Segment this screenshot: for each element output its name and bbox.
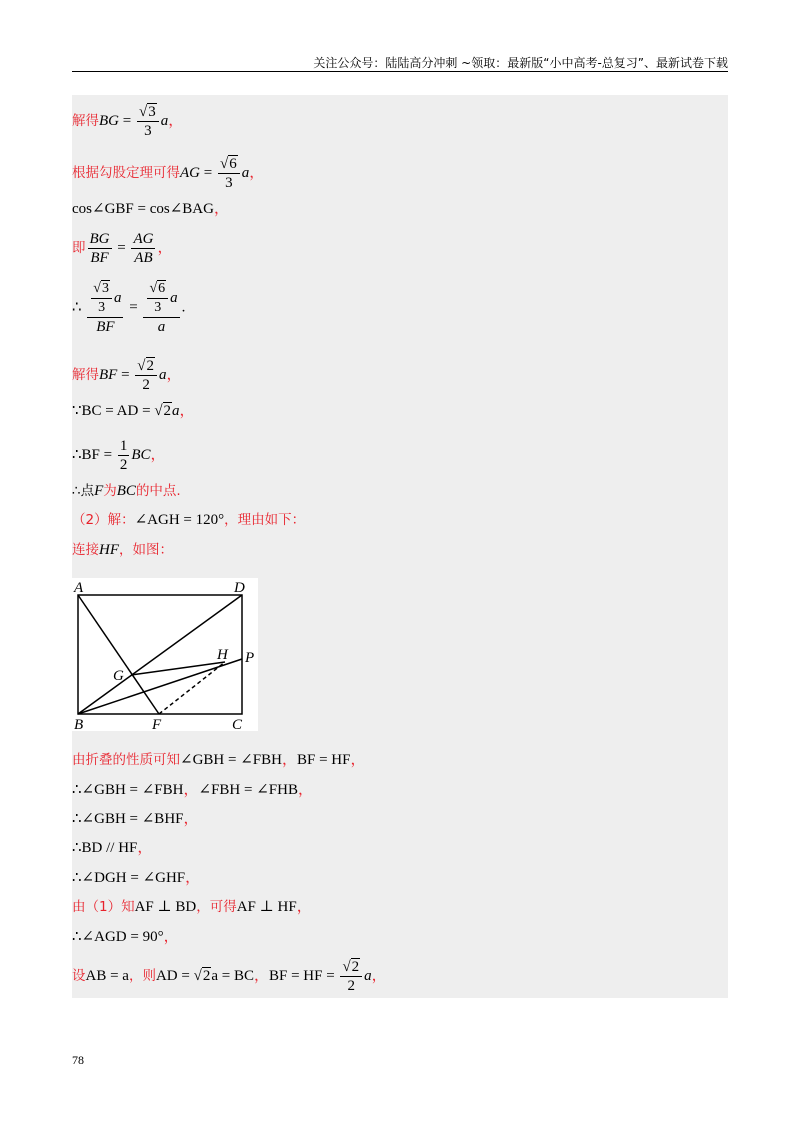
header-rule xyxy=(72,71,728,72)
line-10: （2）解：∠AGH = 120°，理由如下： xyxy=(72,512,306,528)
line-3: cos∠GBF = cos∠BAG， xyxy=(72,201,229,217)
line-5: ∴ $\frac{√3}{3}$ a BF = $\frac{√6}{3}$ a a . xyxy=(72,281,186,335)
line-1: 解得BG = $\frac{√3}{3}$ a， xyxy=(72,104,184,139)
line-14: ∴∠GBH = ∠BHF， xyxy=(72,811,199,827)
label-p: P xyxy=(245,650,255,666)
label-c: C xyxy=(232,717,243,731)
line-7: ∵BC = AD = √2a， xyxy=(72,403,195,419)
page-header: 关注公众号：陆陆高分冲刺 ~领取：最新版“小中高考-总复习”、最新试卷下载 xyxy=(313,56,728,70)
label-b: B xyxy=(74,717,84,731)
line-4: 即 $\frac{BG}{BF}$ = $\frac{AG}{AB}$ ， xyxy=(72,231,173,266)
label-f: F xyxy=(152,717,162,731)
line-19: 设AB = a，则AD = √2a = BC，BF = HF = $\frac{√2}{2}$ a， xyxy=(72,959,387,994)
line-2: 根据勾股定理可得AG = $\frac{√6}{3}$ a， xyxy=(72,156,265,191)
line-9: ∴点F为BC的中点. xyxy=(72,483,181,499)
line-8: ∴BF = $\frac{1}{2}$ BC， xyxy=(72,438,166,473)
line-12: 由折叠的性质可知∠GBH = ∠FBH，BF = HF， xyxy=(72,752,366,768)
line-11: 连接HF，如图： xyxy=(72,542,173,558)
line-15: ∴BD // HF， xyxy=(72,840,153,856)
line-6: 解得BF = $\frac{√2}{2}$ a， xyxy=(72,358,182,393)
line-13: ∴∠GBH = ∠FBH，∠FBH = ∠FHB， xyxy=(72,782,313,798)
segment-af xyxy=(78,595,159,714)
line-17: 由（1）知AF ⊥ BD，可得AF ⊥ HF， xyxy=(72,899,312,915)
page-number: 78 xyxy=(72,1053,84,1067)
label-a: A xyxy=(74,580,84,596)
line-18: ∴∠AGD = 90°， xyxy=(72,929,179,945)
label-h: H xyxy=(217,647,228,663)
segment-bp xyxy=(78,659,242,714)
rectangle-diagram xyxy=(72,578,258,731)
label-g: G xyxy=(113,668,124,684)
line-16: ∴∠DGH = ∠GHF， xyxy=(72,870,201,886)
label-d: D xyxy=(234,580,245,596)
